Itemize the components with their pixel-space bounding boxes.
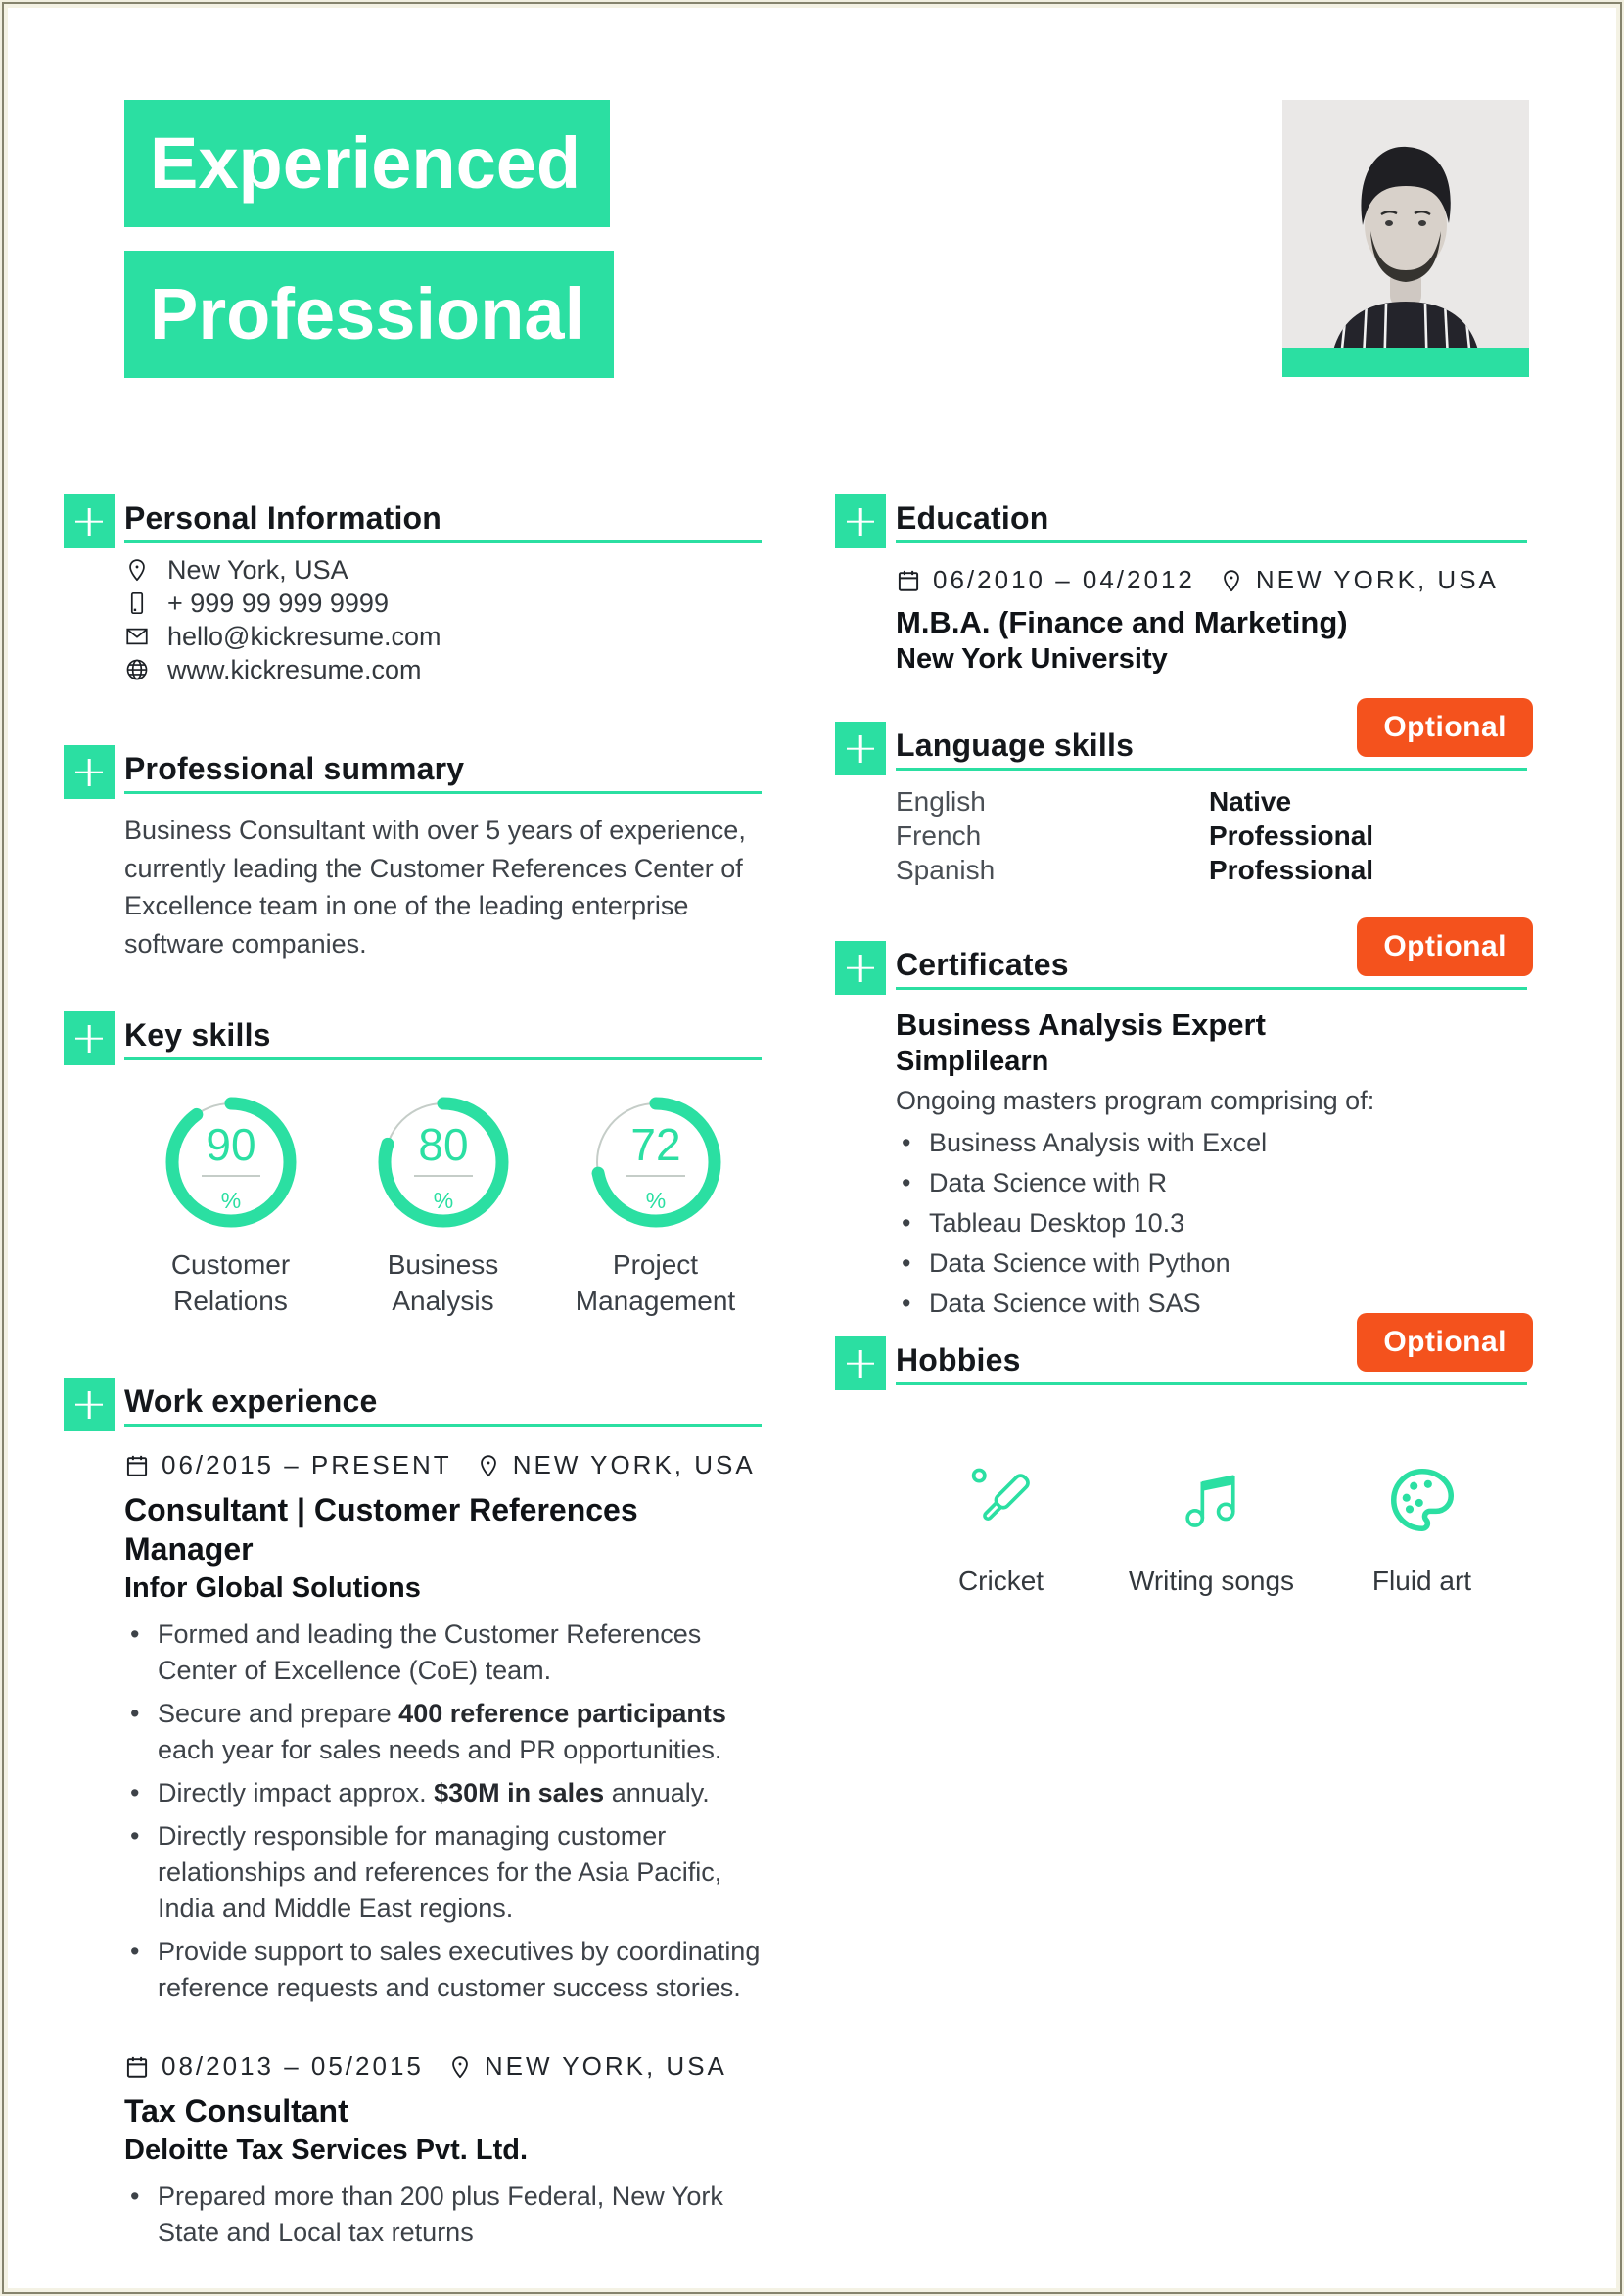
contact-text: New York, USA xyxy=(167,555,348,585)
job-bullet: • Prepared more than 200 plus Federal, New York State and Local tax returns xyxy=(158,2179,762,2251)
school-name: New York University xyxy=(896,643,1168,675)
work-experience-header xyxy=(124,1378,762,1427)
add-section-button[interactable] xyxy=(835,1336,886,1390)
optional-badge[interactable]: Optional xyxy=(1357,698,1533,757)
add-section-button[interactable] xyxy=(835,941,886,995)
calendar-icon xyxy=(124,1453,150,1478)
section-title: Language skills xyxy=(896,727,1135,763)
section-title: Professional summary xyxy=(124,751,465,786)
section-language-skills xyxy=(896,711,1527,887)
job-bullet: • Secure and prepare 400 reference participants each year for sales needs and PR opportunities. xyxy=(158,1696,762,1768)
email-icon xyxy=(124,624,150,649)
contact-item xyxy=(124,653,762,686)
hobbies-header xyxy=(896,1326,1527,1385)
location-icon xyxy=(124,557,150,583)
location-pin-icon xyxy=(447,2054,473,2080)
hobby-label: Fluid art xyxy=(1371,1566,1472,1596)
certificate-name: Business Analysis Expert xyxy=(896,1007,1266,1042)
plus-icon xyxy=(74,1024,104,1054)
skill-ring xyxy=(587,1094,724,1231)
location-pin-icon xyxy=(1219,568,1244,593)
resume-page xyxy=(8,8,1616,2288)
course-item: • Data Science with Python xyxy=(929,1245,1527,1281)
plus-icon xyxy=(846,734,875,764)
skill-value: 72 xyxy=(629,1119,681,1170)
job-title: Tax Consultant xyxy=(124,2093,348,2129)
skill-label: Project Management xyxy=(575,1249,736,1316)
plus-icon xyxy=(74,507,104,537)
location-pin-icon xyxy=(476,1453,501,1478)
add-section-button[interactable] xyxy=(835,722,886,775)
degree-title: M.B.A. (Finance and Marketing) xyxy=(896,605,1348,639)
section-title: Key skills xyxy=(124,1017,271,1053)
job-dates: 06/2015 – PRESENT xyxy=(162,1450,452,1479)
section-title: Personal Information xyxy=(124,500,442,536)
plus-icon xyxy=(74,758,104,787)
course-item: • Tableau Desktop 10.3 xyxy=(929,1205,1527,1241)
profile-photo-image xyxy=(1282,100,1529,377)
section-personal-info xyxy=(124,494,762,686)
language-name: French xyxy=(896,820,982,851)
course-item: • Business Analysis with Excel xyxy=(929,1125,1527,1160)
add-section-button[interactable] xyxy=(835,494,886,548)
work-entry xyxy=(124,1450,762,2006)
education-header xyxy=(896,494,1527,543)
job-bullet: • Formed and leading the Customer References Center of Excellence (CoE) team. xyxy=(158,1617,762,1689)
section-title: Certificates xyxy=(896,947,1069,982)
plus-icon xyxy=(846,954,875,983)
course-list xyxy=(896,1125,1527,1321)
add-section-button[interactable] xyxy=(64,1011,115,1065)
section-education xyxy=(896,494,1527,678)
job-title: Consultant | Customer References Manager xyxy=(124,1492,638,1567)
language-name: English xyxy=(896,786,986,817)
palette-icon xyxy=(1384,1456,1461,1544)
add-section-button[interactable] xyxy=(64,745,115,799)
contact-item xyxy=(124,620,762,653)
section-title: Hobbies xyxy=(896,1342,1021,1378)
headline-line-2: Professional xyxy=(124,251,614,378)
course-item: • Data Science with SAS xyxy=(929,1286,1527,1321)
job-company: Deloitte Tax Services Pvt. Ltd. xyxy=(124,2134,529,2166)
hobby-label: Cricket xyxy=(957,1566,1044,1596)
job-location: NEW YORK, USA xyxy=(512,1450,756,1479)
page-frame-inner xyxy=(4,4,1620,2292)
job-bullet: • Provide support to sales executives by coordinating reference requests and customer success stories. xyxy=(158,1934,762,2006)
key-skills-header xyxy=(124,1011,762,1060)
profile-photo[interactable] xyxy=(1282,100,1529,377)
hobby-item xyxy=(958,1456,1044,1597)
skill-value: 80 xyxy=(417,1119,469,1170)
section-title: Work experience xyxy=(124,1383,378,1419)
job-company: Infor Global Solutions xyxy=(124,1572,421,1604)
job-bullet: • Directly responsible for managing customer relationships and references for the Asia Pacific, India and Middle East regions. xyxy=(158,1818,762,1927)
job-bullet-list xyxy=(124,1617,762,2006)
section-title: Education xyxy=(896,500,1049,536)
personal-info-header xyxy=(124,494,762,543)
certificates-header xyxy=(896,930,1527,990)
section-key-skills xyxy=(124,1011,762,1319)
skill-ring xyxy=(375,1094,512,1231)
education-location: NEW YORK, USA xyxy=(1255,565,1499,594)
job-bullet: • Directly impact approx. $30M in sales annualy. xyxy=(158,1775,762,1811)
contact-text: hello@kickresume.com xyxy=(167,622,441,651)
certificate-description: Ongoing masters program comprising of: xyxy=(896,1086,1375,1115)
job-location: NEW YORK, USA xyxy=(484,2051,727,2081)
hobby-list xyxy=(896,1456,1527,1597)
language-skills-header xyxy=(896,711,1527,771)
skill-percent-sign: % xyxy=(645,1188,666,1213)
language-list xyxy=(896,784,1527,887)
add-section-button[interactable] xyxy=(64,1378,115,1431)
contact-text: www.kickresume.com xyxy=(167,655,422,684)
optional-badge[interactable]: Optional xyxy=(1357,1313,1533,1372)
skill-gauges xyxy=(124,1094,762,1319)
optional-badge[interactable]: Optional xyxy=(1357,917,1533,976)
music-note-icon xyxy=(1173,1456,1249,1544)
skill-value: 90 xyxy=(205,1119,256,1170)
hobby-item xyxy=(1129,1456,1294,1597)
certificate-issuer: Simplilearn xyxy=(896,1046,1049,1077)
skill-percent-sign: % xyxy=(220,1188,241,1213)
left-column xyxy=(124,494,762,2258)
job-meta xyxy=(124,2051,762,2082)
calendar-icon xyxy=(124,2054,150,2080)
contact-item xyxy=(124,553,762,586)
headline-line-1: Experienced xyxy=(124,100,610,227)
job-bullet-list xyxy=(124,2179,762,2251)
cricket-icon xyxy=(963,1456,1040,1544)
skill-percent-sign: % xyxy=(433,1188,453,1213)
calendar-icon xyxy=(896,568,921,593)
language-row xyxy=(896,819,1527,853)
section-certificates xyxy=(896,930,1527,1321)
education-dates: 06/2010 – 04/2012 xyxy=(933,565,1195,594)
hobby-item xyxy=(1372,1456,1471,1597)
right-column xyxy=(896,494,1527,1597)
education-entry xyxy=(896,565,1527,678)
summary-header xyxy=(124,745,762,794)
contact-text: + 999 99 999 9999 xyxy=(167,588,389,618)
contact-list xyxy=(124,553,762,686)
job-meta xyxy=(124,1450,762,1480)
certificate-entry xyxy=(896,1006,1527,1321)
language-row xyxy=(896,784,1527,819)
skill-gauge xyxy=(147,1094,315,1319)
add-section-button[interactable] xyxy=(64,494,115,548)
contact-item xyxy=(124,586,762,620)
job-dates: 08/2013 – 05/2015 xyxy=(162,2051,424,2081)
plus-icon xyxy=(74,1390,104,1420)
work-entry xyxy=(124,2051,762,2251)
summary-text: Business Consultant with over 5 years of experience, currently leading the Customer References Center of Excellence team in one of the leading enterprise software companies. xyxy=(124,816,746,959)
language-row xyxy=(896,853,1527,887)
skill-ring xyxy=(162,1094,300,1231)
section-hobbies xyxy=(896,1326,1527,1597)
plus-icon xyxy=(846,1349,875,1379)
skill-label: Business Analysis xyxy=(387,1249,499,1316)
phone-icon xyxy=(124,590,150,616)
language-name: Spanish xyxy=(896,855,996,885)
skill-gauge xyxy=(359,1094,528,1319)
section-professional-summary xyxy=(124,745,762,962)
section-work-experience xyxy=(124,1378,762,2251)
education-meta xyxy=(896,565,1527,595)
language-level: Professional xyxy=(1209,820,1374,851)
globe-icon xyxy=(124,657,150,682)
hobby-label: Writing songs xyxy=(1128,1566,1295,1596)
language-level: Professional xyxy=(1209,855,1374,885)
course-item: • Data Science with R xyxy=(929,1165,1527,1200)
skill-gauge xyxy=(572,1094,740,1319)
skill-label: Customer Relations xyxy=(170,1249,291,1316)
plus-icon xyxy=(846,507,875,537)
language-level: Native xyxy=(1209,786,1292,817)
